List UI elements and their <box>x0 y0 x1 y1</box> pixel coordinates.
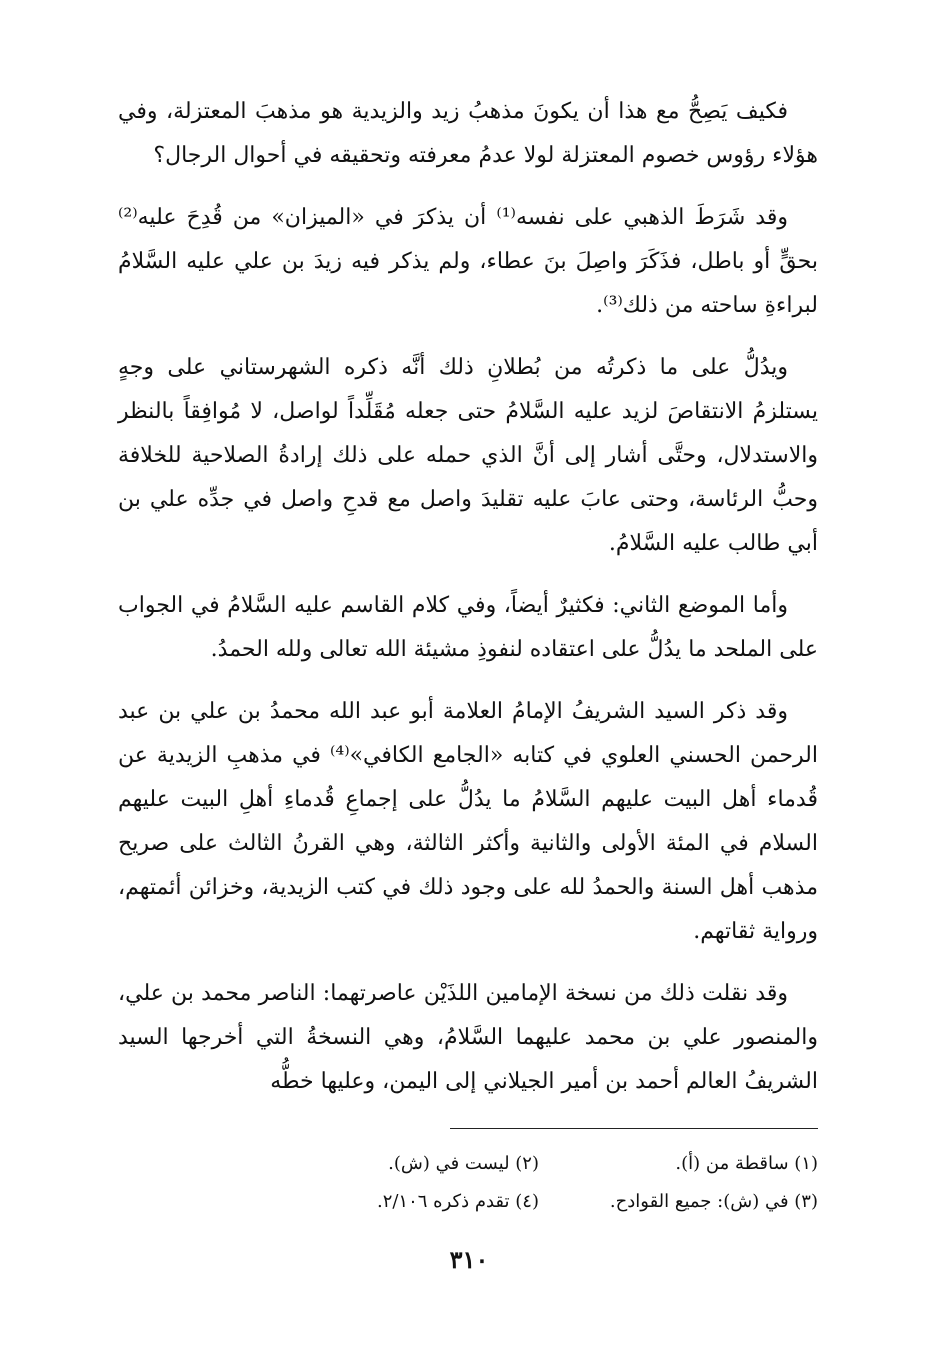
paragraph-3: ويدُلُّ على ما ذكرتُه من بُطلانِ ذلك أنَّه ذكره الشهرستاني على وجهٍ يستلزمُ الانتقاصَ لزيد عليه السَّلامُ حتى جعله مُقَلِّداً لواصل، لا مُوافِقاً بالنظر والاستدلال، وحتَّى أشار إلى أنَّ الذي حمله على ذلك إرادةُ الصلاحية للخلافة وحبُّ الرئاسة، وحتى عابَ عليه تقليدَ واصل مع قدحِ واصل في جدِّه علي بن أبي طالب عليه السَّلامُ. <box>118 355 818 556</box>
page-number: ٣١٠ <box>449 1245 489 1274</box>
paragraph-6: وقد نقلت ذلك من نسخة الإمامين اللذَيْن عاصرتهما: الناصر محمد بن علي، والمنصور علي بن محمد عليهما السَّلامُ، وهي النسخةُ التي أخرجها السيد الشريفُ العالم أحمد بن أمير الجيلاني إلى اليمن، وعليها خطُّه <box>118 981 818 1094</box>
paragraph-5: وقد ذكر السيد الشريفُ الإمامُ العلامة أبو عبد الله محمدُ بن علي بن عبد الرحمن الحسني العلوي في كتابه «الجامع الكافي»⁽⁴⁾ في مذهبِ الزيدية عن قُدماء أهل البيت عليهم السَّلامُ ما يدُلُّ على إجماعِ قُدماءِ أهلِ البيت عليهم السلام في المئة الأولى والثانية وأكثر الثالثة، وهي القرنُ الثالث على صريح مذهب أهل السنة والحمدُ لله على وجود ذلك في كتب الزيدية، وخزائن أئمتهم، ورواية ثقاتهم. <box>118 699 818 944</box>
footnote-row <box>260 1183 818 1221</box>
footnote-4: (٤) تقدم ذكره ٢/١٠٦. <box>376 1191 539 1212</box>
main-text <box>118 90 818 1122</box>
footnote-2: (٢) ليست في (ش). <box>388 1153 539 1174</box>
paragraph-2: وقد شَرَطَ الذهبي على نفسه⁽¹⁾ أن يذكرَ في «الميزان» من قُدِحَ عليه⁽²⁾ بحقٍّ أو باطل، فذَكَرَ واصِلَ بنَ عطاء، ولم يذكر فيه زيدَ بن علي عليه السَّلامُ لبراءةِ ساحته من ذلك⁽³⁾. <box>118 205 818 318</box>
footnote-3: (٣) في (ش): جميع القوادح. <box>609 1191 818 1212</box>
footnote-row <box>260 1145 818 1183</box>
footnotes <box>260 1145 818 1221</box>
footnote-1: (١) ساقطة من (أ). <box>675 1153 818 1174</box>
paragraph-1: فكيف يَصِحُّ مع هذا أن يكونَ مذهبُ زيد والزيدية هو مذهبَ المعتزلة، وفي هؤلاء رؤوس خصوم المعتزلة لولا عدمُ معرفته وتحقيقه في أحوال الرجال؟ <box>118 99 818 168</box>
paragraph-4: وأما الموضع الثاني: فكثيرٌ أيضاً، وفي كلام القاسم عليه السَّلامُ في الجواب على الملحد ما يدُلُّ على اعتقاده لنفوذِ مشيئة الله تعالى ولله الحمدُ. <box>118 593 818 662</box>
footnote-separator <box>450 1128 818 1129</box>
